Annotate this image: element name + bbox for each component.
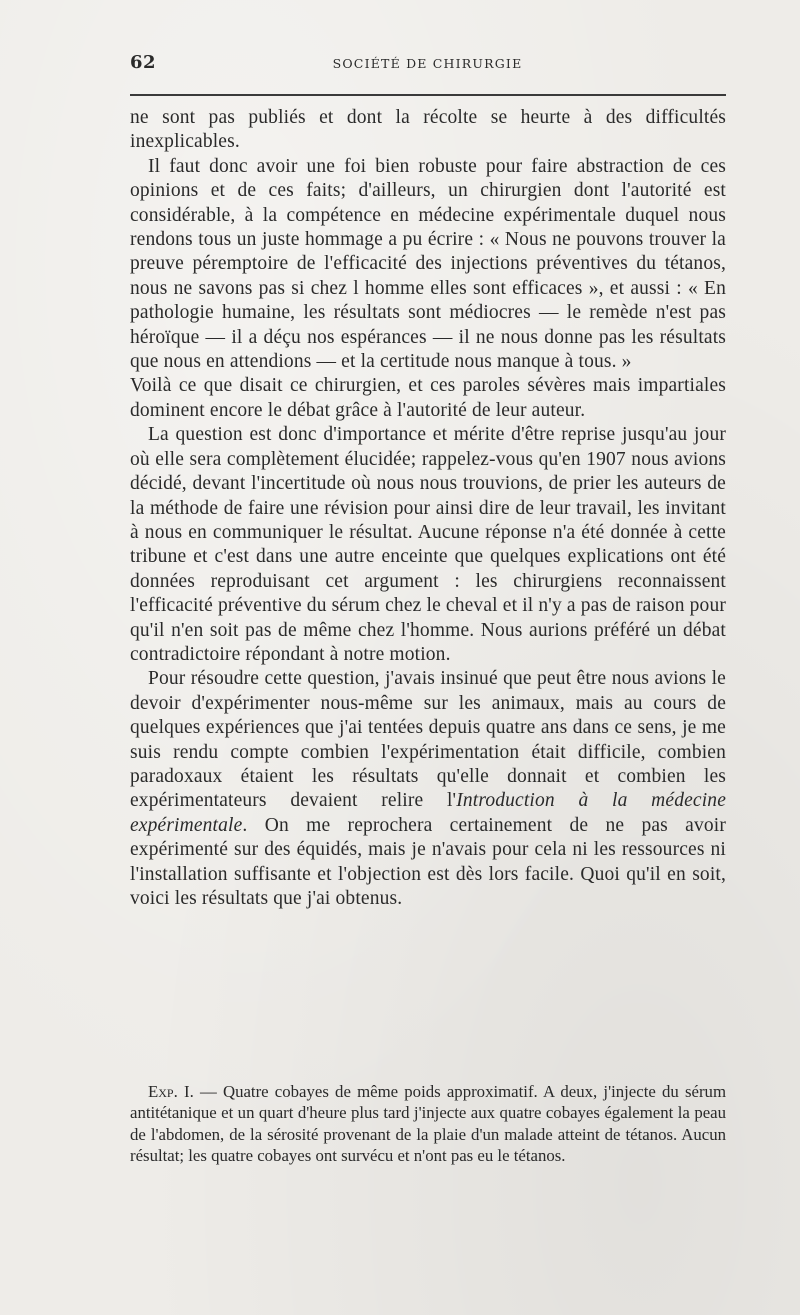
running-title: SOCIÉTÉ DE CHIRURGIE: [332, 56, 523, 71]
page-number: 62: [130, 52, 157, 73]
paragraph-4-part-2: . On me reprochera certainement de ne pas avoir expérimenté sur des équidés, mais je n'avais pour cela ni les ressources ni l'installation suffisante et l'objection est dès lors facile. Quoi qu'il en soit, voici les résultats que j'ai obtenus.: [130, 814, 726, 909]
experiment-label: Exp. I.: [148, 1082, 194, 1101]
paragraph-continued: ne sont pas publiés et dont la récolte se heurte à des difficultés inexplicables.: [130, 107, 726, 153]
book-title-italic: Introduction à la médecine expérimentale: [130, 790, 726, 836]
main-text: [130, 106, 726, 911]
paragraph-2: Il faut donc avoir une foi bien robuste pour faire abstraction de ces opinions et de ces faits; d'ailleurs, un chirurgien dont l'autorité est considérable, à la compétence en médecine expérimentale duquel nous rendons tous un juste hommage a pu écrire : « Nous ne pouvons trouver la preuve péremptoire de l'efficacité des injections préventives du tétanos, nous ne savons pas si chez l homme elles sont efficaces », et aussi : « En pathologie humaine, les résultats sont médiocres — le remède n'est pas héroïque — il a déçu nos espérances — il ne nous donne pas les résultats que nous en attendions — et la certitude nous manque à tous. »: [130, 155, 726, 373]
header-rule: [130, 94, 726, 96]
experiment-note: [130, 1081, 726, 1167]
page-header: [130, 52, 725, 74]
experiment-1: [130, 1081, 726, 1167]
paragraph-3: La question est donc d'importance et mérite d'être reprise jusqu'au jour où elle sera complètement élucidée; rappelez-vous qu'en 1907 nous avions décidé, devant l'incertitude où nous nous trouvions, de prier les auteurs de la méthode de faire une révision pour ainsi dire de leur travail, les invitant à nous en communiquer le résultat. Aucune réponse n'a été donnée à cette tribune et c'est dans une autre enceinte que quelques explications ont été données reproduisant cet argument : les chirurgiens reconnaissent l'efficacité préventive du sérum chez le cheval et il n'y a pas de raison pour qu'il n'en soit pas de même chez l'homme. Nous aurions préféré un débat contradictoire répondant à notre motion.: [130, 424, 726, 665]
paragraph-4-part-1: Pour résoudre cette question, j'avais insinué que peut être nous avions le devoir d'expérimenter nous-même sur les animaux, mais au cours de quelques expériences que j'ai tentées depuis quatre ans dans ce sens, je me suis rendu compte combien l'expérimentation était difficile, combien paradoxaux étaient les résultats qu'elle donnait et combien les expérimentateurs devaient relire l': [130, 668, 726, 812]
paragraph-4: [130, 667, 726, 911]
experiment-text: — Quatre cobayes de même poids approximatif. A deux, j'injecte du sérum antitétanique et un quart d'heure plus tard j'injecte aux quatre cobayes également la peau de l'abdomen, de la sérosité provenant de la plaie d'un malade atteint de tétanos. Aucun résultat; les quatre cobayes ont survécu et n'ont pas eu le tétanos.: [130, 1082, 726, 1166]
paragraph-2-continued: Voilà ce que disait ce chirurgien, et ces paroles sévères mais impartiales dominent encore le débat grâce à l'autorité de leur auteur.: [130, 375, 726, 421]
